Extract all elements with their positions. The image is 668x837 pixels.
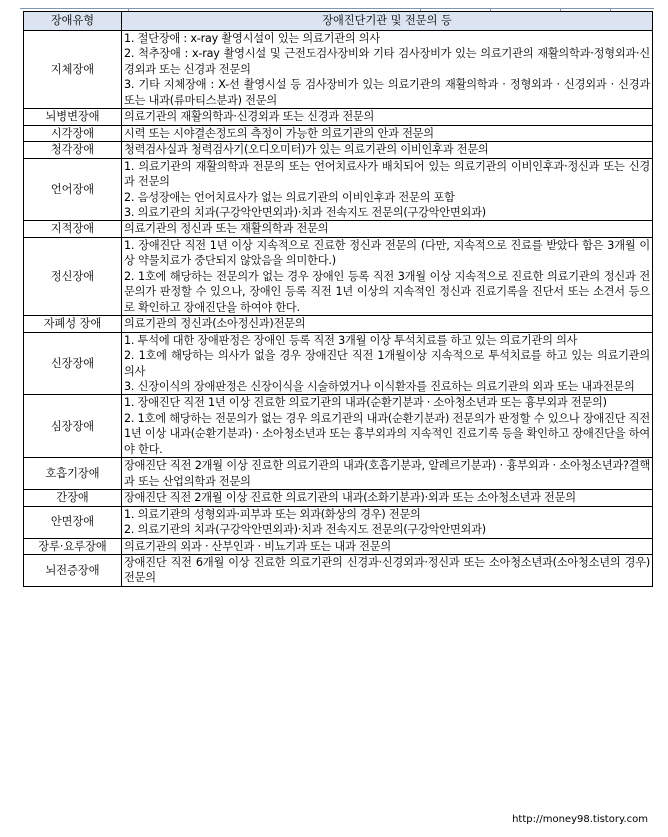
diagnosis-item: 1. 장애진단 직전 1년 이상 진료한 의료기관의 내과(순환기분과 · 소아청소년과 또는 흉부외과 전문의) <box>124 396 607 410</box>
disability-type-cell: 뇌전증장애 <box>24 554 122 586</box>
diagnosis-institution-cell <box>122 237 653 315</box>
table-row <box>24 316 653 332</box>
header-diagnosis-institution: 장애진단기관 및 전문의 등 <box>122 12 653 31</box>
table-row <box>24 142 653 158</box>
disability-type-cell: 간장애 <box>24 490 122 506</box>
disability-type-cell: 지체장애 <box>24 31 122 109</box>
diagnosis-item: 1. 의료기관의 재활의학과 전문의 또는 언어치료사가 배치되어 있는 의료기관의 이비인후과·정신과 또는 신경과 전문의 <box>124 159 650 189</box>
diagnosis-item: 2. 1호에 해당하는 전문의가 없는 경우 의료기관의 내과(순환기분과) 전문의가 판정할 수 있으나 장애진단 직전 1년 이상 내과(순환기분과) · 소아청소년과 또는 흉부외과의 지속적인 진료기록 등을 확인하고 장애진단을 하여야 한다. <box>124 411 650 456</box>
table-row <box>24 332 653 395</box>
disability-type-cell: 호흡기장애 <box>24 458 122 490</box>
diagnosis-item: 2. 음성장애는 언어치료사가 없는 의료기관의 이비인후과 전문의 포함 <box>124 190 455 204</box>
disability-type-cell: 청각장애 <box>24 142 122 158</box>
disability-type-cell: 자폐성 장애 <box>24 316 122 332</box>
diagnosis-item: 2. 1호에 해당하는 전문의가 없는 경우 장애인 등록 직전 3개월 이상 지속적으로 진료한 의료기관의 정신과 전문의가 판정할 수 있으나, 장애인 등록 직전 1년 이상의 지속적인 정신과 진료기록을 진단서 또는 소견서 등으로 확인하고 장애진단을 하여야 한다. <box>124 269 650 314</box>
disability-type-cell: 장루·요루장애 <box>24 538 122 554</box>
table-row <box>24 490 653 506</box>
diagnosis-item: 3. 기타 지체장애 : X-선 촬영시설 등 검사장비가 있는 의료기관의 재활의학과 · 정형외과 · 신경외과 · 신경과 또는 내과(류마티스분과) 전문의 <box>124 78 650 107</box>
table-row <box>24 31 653 109</box>
disability-type-cell: 지적장애 <box>24 221 122 237</box>
table-row <box>24 237 653 315</box>
diagnosis-item: 3. 의료기관의 치과(구강악안면외과)·치과 전속지도 전문의(구강악안면외과) <box>124 205 486 219</box>
diagnosis-item: 2. 1호에 해당하는 의사가 없을 경우 장애진단 직전 1개월이상 지속적으로 투석치료를 하고 있는 의료기관의 의사 <box>124 349 650 378</box>
diagnosis-institution-cell <box>122 109 653 125</box>
diagnosis-item: 의료기관의 정신과 또는 재활의학과 전문의 <box>124 222 329 236</box>
table-row <box>24 125 653 141</box>
source-url-watermark: http://money98.tistory.com <box>512 814 648 825</box>
diagnosis-item: 의료기관의 정신과(소아정신과)전문의 <box>124 317 306 331</box>
diagnosis-item: 청력검사실과 청력검사기(오디오미터)가 있는 의료기관의 이비인후과 전문의 <box>124 143 489 157</box>
table-row <box>24 506 653 538</box>
table-row <box>24 158 653 221</box>
diagnosis-item: 3. 신장이식의 장애판정은 신장이식을 시술하였거나 이식환자를 진료하는 의료기관의 외과 또는 내과전문의 <box>124 379 635 393</box>
diagnosis-item: 1. 의료기관의 성형외과·피부과 또는 외과(화상의 경우) 전문의 <box>124 507 421 521</box>
table-row <box>24 109 653 125</box>
diagnosis-institution-cell <box>122 316 653 332</box>
diagnosis-institution-cell <box>122 490 653 506</box>
diagnosis-institution-cell <box>122 125 653 141</box>
diagnosis-item: 1. 절단장애 : x-ray 촬영시설이 있는 의료기관의 의사 <box>124 32 380 45</box>
table-header-row <box>24 12 653 31</box>
diagnosis-institution-cell <box>122 332 653 395</box>
table-row <box>24 458 653 490</box>
disability-diagnosis-table <box>23 11 653 587</box>
table-body <box>24 31 653 587</box>
disability-type-cell: 언어장애 <box>24 158 122 221</box>
table-row <box>24 538 653 554</box>
diagnosis-item: 의료기관의 외과 · 산부인과 · 비뇨기과 또는 내과 전문의 <box>124 539 391 553</box>
diagnosis-institution-cell <box>122 158 653 221</box>
diagnosis-institution-cell <box>122 31 653 109</box>
disability-type-cell: 신장장애 <box>24 332 122 395</box>
diagnosis-institution-cell <box>122 554 653 586</box>
table-row <box>24 221 653 237</box>
table-row <box>24 395 653 458</box>
diagnosis-item: 2. 척추장애 : x-ray 촬영시설 및 근전도검사장비와 기타 검사장비가 있는 의료기관의 재활의학과·정형외과·신경외과 또는 신경과 전문의 <box>124 47 650 76</box>
diagnosis-institution-cell <box>122 506 653 538</box>
diagnosis-item: 1. 투석에 대한 장애판정은 장애인 등록 직전 3개월 이상 투석치료를 하고 있는 의료기관의 의사 <box>124 333 578 347</box>
header-disability-type: 장애유형 <box>24 12 122 31</box>
diagnosis-item: 의료기관의 재활의학과·신경외과 또는 신경과 전문의 <box>124 110 375 124</box>
diagnosis-institution-cell <box>122 142 653 158</box>
disability-type-cell: 정신장애 <box>24 237 122 315</box>
disability-type-cell: 뇌병변장애 <box>24 109 122 125</box>
diagnosis-item: 장애진단 직전 2개월 이상 진료한 의료기관의 내과(호흡기분과, 알레르기분과) · 흉부외과 · 소아청소년과?결핵과 또는 산업의학과 전문의 <box>124 459 650 488</box>
diagnosis-item: 시력 또는 시야결손정도의 측정이 가능한 의료기관의 안과 전문의 <box>124 126 434 140</box>
diagnosis-institution-cell <box>122 221 653 237</box>
diagnosis-institution-cell <box>122 458 653 490</box>
disability-type-cell: 안면장애 <box>24 506 122 538</box>
table-row <box>24 554 653 586</box>
diagnosis-item: 장애진단 직전 6개월 이상 진료한 의료기관의 신경과·신경외과·정신과 또는 소아청소년과(소아청소년의 경우) 전문의 <box>124 555 650 585</box>
diagnosis-item: 2. 의료기관의 치과(구강악안면외과)·치과 전속지도 전문의(구강악안면외과) <box>124 523 486 537</box>
diagnosis-institution-cell <box>122 538 653 554</box>
disability-type-cell: 시각장애 <box>24 125 122 141</box>
diagnosis-item: 1. 장애진단 직전 1년 이상 지속적으로 진료한 정신과 전문의 (다만, 지속적으로 진료를 받았다 함은 3개월 이상 약물치료가 중단되지 않았음을 의미한다.) <box>124 238 650 268</box>
diagnosis-item: 장애진단 직전 2개월 이상 진료한 의료기관의 내과(소화기분과)·외과 또는 소아청소년과 전문의 <box>124 491 576 505</box>
disability-type-cell: 심장장애 <box>24 395 122 458</box>
diagnosis-institution-cell <box>122 395 653 458</box>
